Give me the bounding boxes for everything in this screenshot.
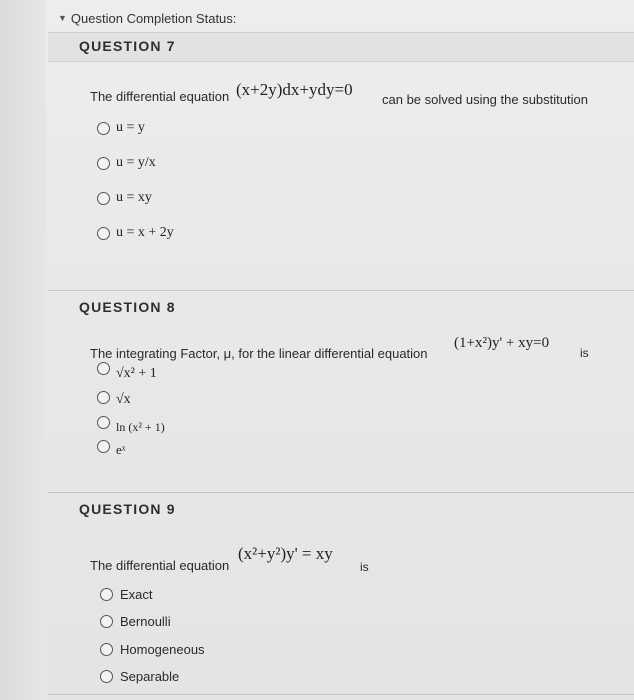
q9-option-2-radio[interactable] — [100, 615, 113, 628]
completion-status-label: Question Completion Status: — [70, 10, 237, 26]
q8-option-3-radio[interactable] — [97, 416, 110, 429]
q8-option-4-radio[interactable] — [97, 440, 110, 453]
q8-option-1-radio[interactable] — [97, 362, 110, 375]
q7-option-1-label: u = y — [116, 120, 145, 135]
q8-option-1-label: √x² + 1 — [116, 366, 157, 381]
question-7-prompt-end: can be solved using the substitution — [382, 92, 588, 107]
q7-option-2-radio[interactable] — [97, 157, 110, 170]
question-8-heading: QUESTION 8 — [79, 299, 176, 315]
q8-option-3-label: ln (x² + 1) — [116, 420, 165, 434]
q7-option-3-label: u = xy — [116, 190, 152, 205]
page-margin — [0, 0, 46, 700]
q8-option-2-radio[interactable] — [97, 391, 110, 404]
question-7-heading: QUESTION 7 — [79, 38, 176, 54]
q9-option-1-radio[interactable] — [100, 588, 113, 601]
q7-option-2-label: u = y/x — [116, 155, 156, 170]
question-divider — [48, 492, 634, 493]
question-9-prompt: The differential equation — [90, 558, 230, 573]
q9-option-2-label: Bernoulli — [120, 614, 171, 629]
question-8-prompt: The integrating Factor, μ, for the linear differential equation — [90, 346, 428, 361]
question-8-equation: (1+x²)y' + xy=0 — [454, 335, 550, 351]
q9-option-3-label: Homogeneous — [120, 642, 205, 657]
question-9-heading: QUESTION 9 — [79, 501, 176, 517]
q9-option-4-radio[interactable] — [100, 670, 113, 683]
q7-option-1-radio[interactable] — [97, 122, 110, 135]
question-divider — [48, 694, 634, 695]
completion-status-bar[interactable] — [48, 6, 634, 30]
question-7-prompt: The differential equation — [90, 89, 230, 104]
question-8-prompt-end: is — [580, 346, 589, 360]
question-9-prompt-end: is — [360, 560, 369, 574]
q8-option-2-label: √x — [116, 392, 131, 407]
question-9-equation: (x²+y²)y' = xy — [238, 544, 333, 563]
question-divider — [48, 290, 634, 291]
q7-option-4-radio[interactable] — [97, 227, 110, 240]
chevron-down-icon[interactable]: ▼ — [58, 13, 67, 23]
q9-option-1-label: Exact — [120, 587, 153, 602]
q8-option-4-label: eˣ — [116, 442, 126, 457]
q7-option-4-label: u = x + 2y — [116, 225, 174, 240]
q7-option-3-radio[interactable] — [97, 192, 110, 205]
q9-option-4-label: Separable — [120, 669, 180, 684]
q9-option-3-radio[interactable] — [100, 643, 113, 656]
question-7-equation: (x+2y)dx+ydy=0 — [236, 80, 353, 99]
